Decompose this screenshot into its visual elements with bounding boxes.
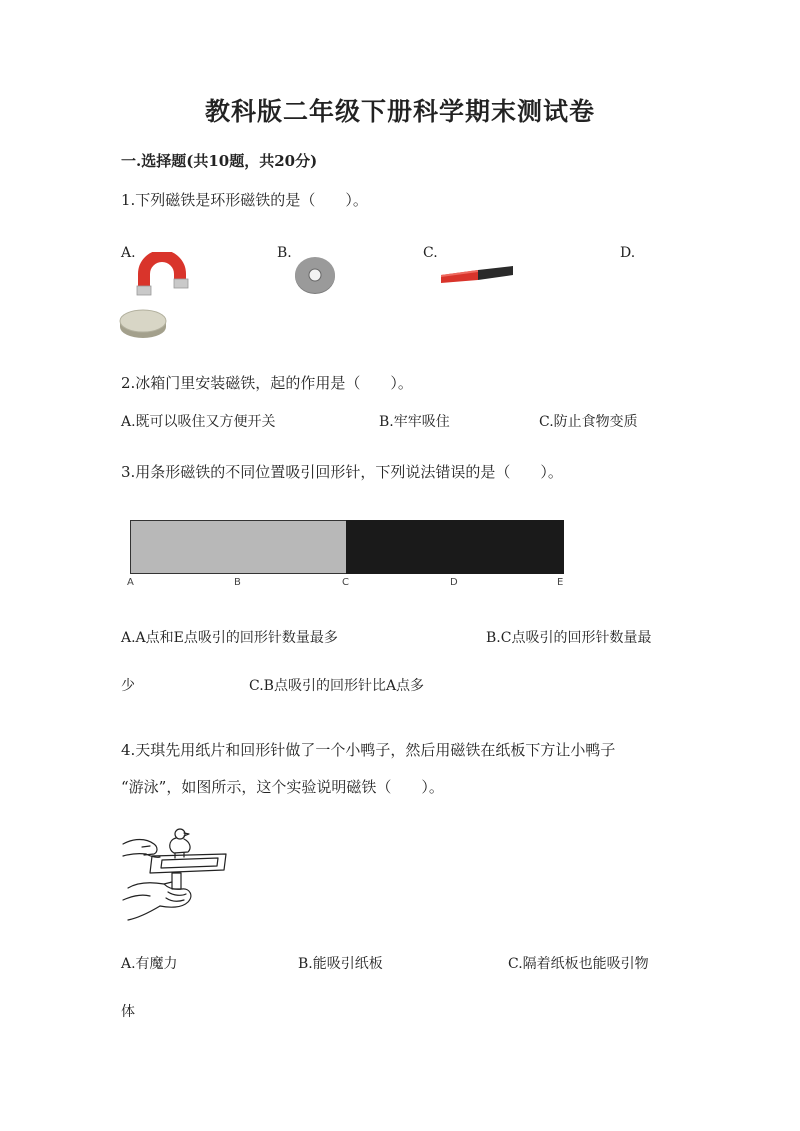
q1-option-c-label: C. xyxy=(423,245,438,261)
duck-experiment-image xyxy=(120,826,232,922)
q3-option-b-continued: 少 xyxy=(121,678,135,694)
q4-option-b: B.能吸引纸板 xyxy=(298,956,383,972)
bar-point-c-label: C xyxy=(342,577,349,588)
page-title: 教科版二年级下册科学期末测试卷 xyxy=(204,97,595,126)
q1-option-a-label: A. xyxy=(121,245,136,261)
horseshoe-magnet-image xyxy=(134,252,192,298)
bar-magnet-gray-half xyxy=(130,520,347,574)
question-2-text: 2.冰箱门里安装磁铁，起的作用是（ ）。 xyxy=(121,374,413,392)
question-1-text: 1.下列磁铁是环形磁铁的是（ ）。 xyxy=(121,191,368,209)
bar-magnet-image xyxy=(438,264,516,286)
ring-magnet-image xyxy=(293,254,337,296)
question-3-text: 3.用条形磁铁的不同位置吸引回形针，下列说法错误的是（ ）。 xyxy=(121,463,563,481)
section-heading: 一.选择题(共10题，共20分) xyxy=(121,152,318,170)
q2-option-b: B.牢牢吸住 xyxy=(379,414,450,430)
disc-magnet-image xyxy=(117,306,169,340)
q3-option-a: A.A点和E点吸引的回形针数量最多 xyxy=(121,630,338,646)
q3-option-b: B.C点吸引的回形针数量最 xyxy=(486,630,652,646)
question-4-text-line1: 4.天琪先用纸片和回形针做了一个小鸭子，然后用磁铁在纸板下方让小鸭子 xyxy=(121,741,616,759)
q3-option-c: C.B点吸引的回形针比A点多 xyxy=(249,678,425,694)
bar-point-b-label: B xyxy=(234,577,241,588)
q4-option-c: C.隔着纸板也能吸引物 xyxy=(508,956,649,972)
q4-option-c-continued: 体 xyxy=(121,1004,135,1020)
q4-option-a: A.有魔力 xyxy=(121,956,178,972)
q1-option-b-label: B. xyxy=(277,245,292,261)
q2-option-c: C.防止食物变质 xyxy=(539,414,638,430)
question-4-text-line2: “游泳”，如图所示，这个实验说明磁铁（ ）。 xyxy=(121,778,444,796)
bar-point-d-label: D xyxy=(450,577,458,588)
bar-magnet-black-half xyxy=(346,520,564,574)
bar-point-a-label: A xyxy=(127,577,134,588)
bar-point-e-label: E xyxy=(557,577,564,588)
q1-option-d-label: D. xyxy=(620,245,636,261)
q2-option-a: A.既可以吸住又方便开关 xyxy=(121,414,276,430)
